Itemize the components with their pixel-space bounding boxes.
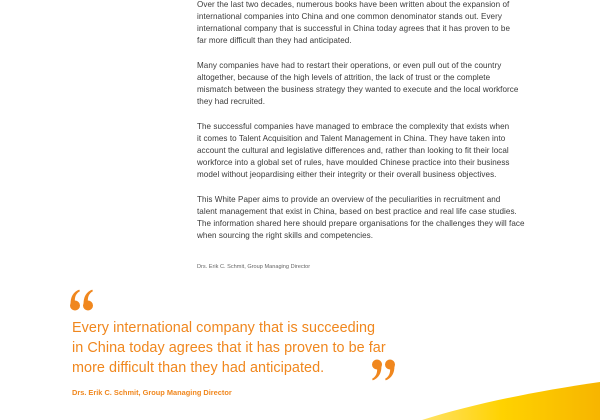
text-line: far more difficult than they had anticipated. [197, 36, 352, 45]
text-line: The information shared here should prepare organisations for the challenges they will face [197, 219, 525, 228]
text-line: international companies into China and one common denominator stands out. Every [197, 12, 502, 21]
text-line: model without jeopardising either their integrity or their overall business objectives. [197, 170, 497, 179]
text-line: account the cultural and legislative differences and, rather than looking to fit their local [197, 146, 509, 155]
text-line: talent management that exist in China, based on best practice and real life case studies. [197, 207, 517, 216]
paragraph [197, 121, 572, 181]
article-body [197, 0, 572, 255]
text-line: Over the last two decades, numerous books have been written about the expansion of [197, 0, 510, 9]
pull-quote-line: Every international company that is succeeding [72, 320, 376, 336]
text-line: This White Paper aims to provide an overview of the peculiarities in recruitment and [197, 195, 501, 204]
paragraph [197, 194, 572, 242]
text-line: when sourcing the right skills and competencies. [197, 231, 374, 240]
pull-quote-line: more difficult than they had anticipated. [72, 360, 325, 376]
pull-quote-author: Drs. Erik C. Schmit, Group Managing Director [72, 388, 232, 397]
double-quote-open-icon [69, 288, 95, 312]
pull-quote [72, 318, 402, 378]
paragraph [197, 60, 572, 108]
article-signature: Drs. Erik C. Schmit, Group Managing Director [197, 264, 311, 270]
text-line: it comes to Talent Acquisition and Talent Management in China. They have taken into [197, 134, 506, 143]
text-line: workforce into a global set of rules, have moulded Chinese practice into their business [197, 158, 510, 167]
paragraph [197, 0, 572, 47]
pull-quote-line: in China today agrees that it has proven to be far [72, 340, 386, 356]
double-quote-close-icon [370, 358, 396, 382]
text-line: The successful companies have managed to embrace the complexity that exists when [197, 122, 510, 131]
text-line: Many companies have had to restart their operations, or even pull out of the country [197, 61, 502, 70]
text-line: altogether, because of the high levels of attrition, the lack of trust or the complete [197, 73, 491, 82]
text-line: they had recruited. [197, 97, 265, 106]
text-line: mismatch between the business strategy they wanted to execute and the local workforce [197, 85, 519, 94]
text-line: international company that is successful in China today agrees that it has proven to be [197, 24, 510, 33]
